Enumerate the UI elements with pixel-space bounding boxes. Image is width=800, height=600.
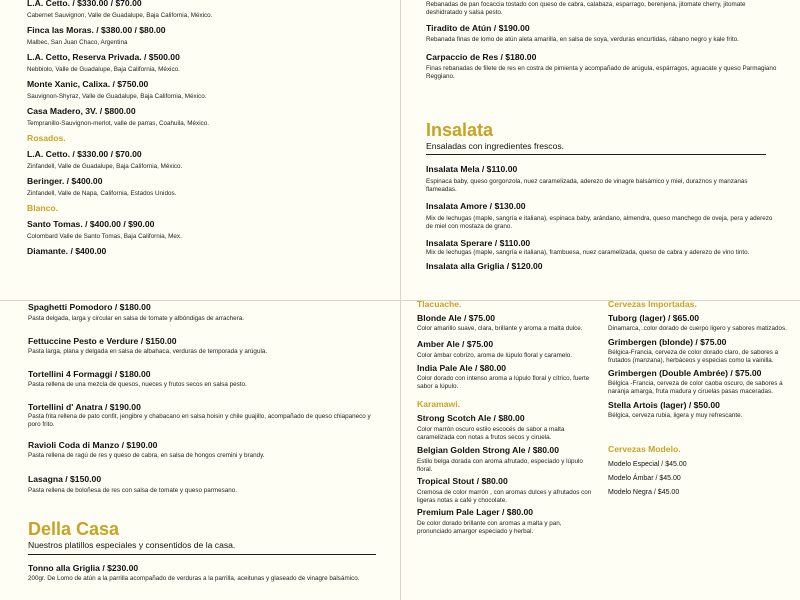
item-desc: Pasta larga, plana y delgada en salsa de albahaca, verduras de temporada y arúgula. [28, 348, 268, 355]
item-desc: Color dorado con intenso aroma a lúpulo floral y cítrico, fuerte sabor a lúpulo. [417, 375, 590, 390]
menu-item [27, 149, 376, 171]
item-desc: Zinfandell, Valle de Napa, California, Estados Unidos. [27, 190, 177, 197]
section-subtitle: Ensaladas con ingredientes frescos. [426, 141, 565, 151]
menu-item [28, 563, 380, 583]
item-desc: Mix de lechugas (maple, sangría e italiana), frambuesa, nuez caramelizada, queso de cabra y aderezo de vino tinto. [426, 249, 750, 256]
item-name: Tortellini 4 Formaggi / $180.00 [28, 369, 151, 379]
section-label-tlacuache: Tlacuache. [417, 301, 462, 309]
menu-item [417, 413, 595, 442]
menu-item [417, 445, 595, 474]
starters-panel [401, 0, 800, 300]
item-name: Monte Xanic, Calixa. / $750.00 [27, 79, 149, 89]
item-name: Insalata Amore / $130.00 [426, 201, 526, 211]
item-desc: Bélgica-Francia, cerveza de color dorado claro, de sabores a frutados (manzana), herbáceos y especias como la vainilla. [608, 349, 779, 364]
item-name: Santo Tomas. / $400.00 / $90.00 [27, 219, 155, 229]
item-desc: 200gr. De Lomo de atún a la parrilla acompañado de verduras a la parrilla, aceitunas y glaseado de vinagre balsámico. [28, 575, 360, 582]
item-name: Insalata Mela / $110.00 [426, 164, 518, 174]
menu-item [608, 337, 788, 365]
item-desc: Pasta rellena de boloñesa de res con salsa de tomate y queso parmesano. [28, 487, 237, 494]
menu-item [417, 476, 595, 505]
item-name: Grimbergen (blonde) / $75.00 [608, 337, 727, 347]
menu-item [27, 176, 376, 198]
wine-list-panel [0, 0, 400, 300]
section-title: Insalata [426, 120, 494, 140]
item-name: Tortellini d' Anatra / $190.00 [28, 402, 141, 412]
item-desc: Pasta rellena de una mezcla de quesos, nueces y frutos secos en salsa pesto. [28, 381, 247, 388]
item-name: L.A. Cetto. / $330.00 / $70.00 [27, 149, 142, 159]
item-name: Tiradito de Atún / $190.00 [426, 23, 530, 33]
list-item: Modelo Negra / $45.00 [608, 489, 680, 496]
section-label-karamawi: Karamawi. [417, 399, 460, 409]
menu-item [28, 402, 380, 429]
item-name: L.A. Cetto, Reserva Privada. / $500.00 [27, 52, 180, 62]
item-desc: Finas rebanadas de filete de res en costra de pimienta y acompañado de arúgula, espárragos, aguacate y queso Parmagiano Reggiano. [426, 65, 777, 80]
item-desc: Bélgica, cerveza rubia, ligera y muy refrescante. [608, 412, 743, 419]
menu-item [27, 79, 376, 101]
item-name: Casa Madero, 3V. / $800.00 [27, 106, 136, 116]
item-name: Beringer. / $400.00 [27, 176, 103, 186]
item-name: Ravioli Coda di Manzo / $190.00 [28, 440, 158, 450]
menu-item [417, 339, 595, 360]
item-desc: Malbec, San Juan Chaco, Argentina [27, 39, 128, 46]
menu-item [608, 313, 788, 333]
item-name: Amber Ale / $75.00 [417, 339, 494, 349]
menu-item [417, 507, 595, 536]
menu-item [27, 106, 376, 128]
item-name: Lasagna / $150.00 [28, 474, 102, 484]
item-name: Insalata alla Griglia / $120.00 [426, 261, 543, 271]
menu-item [27, 52, 376, 74]
list-item: Modelo Ámbar / $45.00 [608, 475, 681, 482]
item-desc: Bélgica -Francia, cerveza de color caoba oscuro, de sabores a naranja amarga, fruta madura y ciruelas pasas maceradas. [608, 380, 783, 395]
item-desc: Tempranillo-Sauvignon-merlot, valle de parras, Coahuila, México. [27, 120, 209, 127]
menu-item [426, 52, 778, 81]
insalata-header [426, 119, 778, 155]
menu-item [426, 1, 778, 17]
item-desc: Pasta frita rellena de pato confit, jengibre y chabacano en salsa hoisin y chile guajillo, acompañado de queso chiapaneco y poro frito. [28, 413, 371, 428]
menu-item [426, 238, 778, 257]
item-name: Stella Artois (lager) / $50.00 [608, 400, 720, 410]
menu-item [608, 368, 788, 396]
panel-divider-horizontal [0, 300, 800, 301]
item-desc: Colombard Valle de Santo Tomas, Baja California, Mex. [27, 233, 182, 240]
menu-item [27, 0, 376, 20]
wine-group-rosados [27, 149, 376, 198]
wine-group-blanco [27, 219, 376, 257]
menu-item [27, 25, 376, 47]
item-name: Insalata Sperare / $110.00 [426, 238, 531, 248]
menu-item [417, 363, 595, 391]
item-name: Tropical Stout / $80.00 [417, 476, 508, 486]
menu-item [426, 23, 778, 44]
item-desc: Pasta delgada, larga y circular en salsa de tomate y albóndigas de arrachera. [28, 315, 244, 322]
item-name: Strong Scotch Ale / $80.00 [417, 413, 525, 423]
section-label-modelo: Cervezas Modelo. [608, 444, 681, 454]
item-name: Blonde Ale / $75.00 [417, 313, 496, 323]
divider [426, 154, 766, 155]
menu-item [27, 246, 376, 257]
item-name: L.A. Cetto. / $330.00 / $70.00 [27, 0, 142, 8]
della-casa-header [28, 518, 380, 555]
menu-item [417, 313, 595, 333]
item-desc: De color dorado brillante con aromas a malta y pan, pronunciado amargor especiado y herbal. [417, 520, 562, 535]
item-name: Grimbergen (Double Ambrée) / $75.00 [608, 368, 762, 378]
item-name: Belgian Golden Strong Ale / $80.00 [417, 445, 559, 455]
item-name: Fettuccine Pesto e Verdure / $150.00 [28, 336, 177, 346]
beer-column-right [608, 301, 788, 499]
menu-item [28, 302, 380, 323]
item-desc: Zinfandell, Valle de Guadalupe, Baja California, México. [27, 163, 183, 170]
beer-column-left [417, 301, 595, 536]
wine-group-tintos [27, 0, 376, 128]
section-title: Della Casa [28, 519, 120, 539]
item-desc: Dinamarca, .color dorado de cuerpo ligero y sabores matizados. [608, 325, 787, 332]
pasta-panel [0, 301, 400, 600]
item-name: Finca las Moras. / $380.00 / $80.00 [27, 25, 166, 35]
item-desc: Nebbiolo, Valle de Guadalupe, Baja California, México. [27, 66, 180, 73]
item-name: Tuborg (lager) / $65.00 [608, 313, 700, 323]
item-desc: Color marrón oscuro estilo escocés de sabor a malta caramelizada con notas a frutos secos y ciruela. [417, 426, 565, 441]
item-desc: Rebanada finas de lomo de atún aleta amarilla, en salsa de soya, verduras encurtidas, rábano negro y kale frito. [426, 36, 739, 43]
menu-item [28, 440, 380, 460]
item-desc: Estilo belga dorada con aroma afrutado, especiado y lúpulo floral. [417, 458, 583, 473]
menu-item [426, 164, 778, 194]
beer-panel [401, 301, 800, 600]
section-label-rosados: Rosados. [27, 133, 66, 143]
menu-item [28, 474, 380, 495]
item-desc: Sauvignon-Shyraz, Valle de Guadalupe, Baja California, México. [27, 93, 207, 100]
item-desc: Mix de lechugas (maple, sangría e italiana), espinaca baby, arándano, almendra, queso manchego de oveja, pera y aderezo de miel con mostaza de grano. [426, 215, 773, 230]
item-name: Spaghetti Pomodoro / $180.00 [28, 302, 151, 312]
item-name: Diamante. / $400.00 [27, 246, 107, 256]
menu-item [426, 201, 778, 231]
item-desc: Espinaca baby, queso gorgonzola, nuez caramelizada, aderezo de vinagre balsámico y miel, duraznos y manzanas flameadas. [426, 178, 748, 193]
section-label-blanco: Blanco. [27, 203, 59, 213]
item-desc: Pasta rellena de ragú de res y queso de cabra, en salsa de hongos cremini y brandy. [28, 452, 265, 459]
menu-item [28, 336, 380, 356]
item-desc: Color amarillo suave, clara, brillante y aroma a malta dulce. [417, 325, 583, 332]
list-item: Modelo Especial / $45.00 [608, 461, 687, 468]
menu-item [28, 369, 380, 389]
item-desc: Rebanadas de pan focaccia tostado con queso de cabra, calabaza, esparrago, berenjena, jitomate cherry, jitomate deshidratado y salsa pesto. [426, 1, 746, 16]
item-name: Premium Pale Lager / $80.00 [417, 507, 534, 517]
item-desc: Color ámbar cobrizo, aroma de lúpulo floral y caramelo. [417, 352, 573, 359]
section-label-importadas: Cervezas Importadas. [608, 301, 697, 309]
divider [28, 554, 376, 555]
item-name: Carpaccio de Res / $180.00 [426, 52, 537, 62]
menu-item [426, 261, 778, 272]
item-desc: Cabernet Sauvignon, Valle de Guadalupe, Baja California, México. [27, 12, 213, 19]
section-subtitle: Nuestros platillos especiales y consentidos de la casa. [28, 540, 236, 550]
item-name: Tonno alla Griglia / $230.00 [28, 563, 139, 573]
menu-item [608, 400, 788, 420]
item-name: India Pale Ale / $80.00 [417, 363, 507, 373]
menu-item [27, 219, 376, 241]
item-desc: Cremosa de color marrón , con aromas dulces y afrutados con ligeras notas a café y chocolate. [417, 489, 592, 504]
